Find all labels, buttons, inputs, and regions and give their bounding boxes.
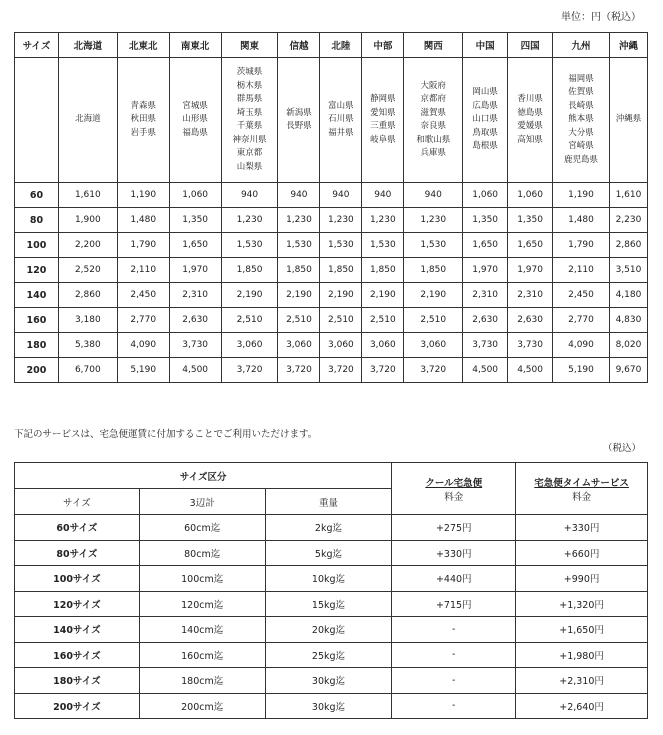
size-category-header: サイズ区分 bbox=[15, 463, 392, 489]
price-cell: 1,970 bbox=[169, 258, 221, 283]
prefecture-name: 福井県 bbox=[328, 127, 354, 138]
price-cell: 1,190 bbox=[553, 183, 610, 208]
size-column-header: サイズ bbox=[15, 33, 59, 58]
price-cell: 1,790 bbox=[117, 233, 169, 258]
price-cell: 2,450 bbox=[553, 283, 610, 308]
price-cell: 1,650 bbox=[508, 233, 553, 258]
price-cell: 1,060 bbox=[169, 183, 221, 208]
prefecture-name: 鳥取県 bbox=[472, 127, 498, 138]
price-cell: 2,510 bbox=[362, 308, 404, 333]
price-cell: 5,190 bbox=[117, 358, 169, 383]
cool-delivery-header bbox=[392, 463, 516, 515]
edge-sum-cell: 160cm迄 bbox=[139, 642, 265, 668]
price-cell: 5,190 bbox=[553, 358, 610, 383]
region-prefectures bbox=[362, 58, 404, 183]
price-cell: 2,770 bbox=[117, 308, 169, 333]
prefecture-name: 北海道 bbox=[75, 114, 101, 125]
prefecture-name: 神奈川県 bbox=[232, 134, 267, 145]
price-cell: 1,790 bbox=[553, 233, 610, 258]
price-cell: 2,190 bbox=[404, 283, 463, 308]
price-cell: 3,060 bbox=[221, 333, 278, 358]
price-cell: 2,310 bbox=[508, 283, 553, 308]
prefecture-name: 香川県 bbox=[517, 94, 543, 104]
price-cell: 3,720 bbox=[221, 358, 278, 383]
option-size-cell: 180サイズ bbox=[15, 668, 140, 694]
weight-header: 重量 bbox=[265, 489, 392, 515]
price-cell: 3,730 bbox=[463, 333, 508, 358]
time-fee-cell: +2,640円 bbox=[516, 693, 648, 719]
size-cell: 100 bbox=[15, 233, 59, 258]
prefecture-name: 熊本県 bbox=[568, 114, 594, 125]
size-cell: 80 bbox=[15, 208, 59, 233]
price-cell: 2,190 bbox=[278, 283, 320, 308]
option-size-cell: 200サイズ bbox=[15, 693, 140, 719]
region-header: 北海道 bbox=[58, 33, 117, 58]
region-header: 信越 bbox=[278, 33, 320, 58]
price-cell: 6,700 bbox=[58, 358, 117, 383]
tax-note: （税込） bbox=[602, 443, 641, 454]
option-row bbox=[15, 668, 648, 694]
option-row bbox=[15, 566, 648, 592]
price-cell: 3,060 bbox=[362, 333, 404, 358]
region-header-row bbox=[15, 33, 648, 58]
price-cell: 3,730 bbox=[508, 333, 553, 358]
prefecture-name: 和歌山県 bbox=[416, 134, 451, 145]
prefecture-name: 新潟県 bbox=[286, 107, 312, 118]
region-prefectures bbox=[609, 58, 647, 183]
unit-note: 単位：円（税込） bbox=[561, 12, 641, 23]
service-note: 下記のサービスは、宅急便運賃に付加することでご利用いただけます。 bbox=[14, 429, 318, 440]
prefecture-name: 長崎県 bbox=[568, 100, 594, 111]
region-header: 南東北 bbox=[169, 33, 221, 58]
price-cell: 4,500 bbox=[169, 358, 221, 383]
price-row bbox=[15, 283, 648, 308]
cool-fee-cell: - bbox=[392, 693, 516, 719]
prefecture-name: 長野県 bbox=[286, 121, 312, 131]
cool-fee-cell: - bbox=[392, 668, 516, 694]
price-cell: 2,110 bbox=[117, 258, 169, 283]
price-cell: 2,770 bbox=[553, 308, 610, 333]
edge-sum-cell: 120cm迄 bbox=[139, 591, 265, 617]
price-row bbox=[15, 308, 648, 333]
region-header: 北東北 bbox=[117, 33, 169, 58]
region-header: 中部 bbox=[362, 33, 404, 58]
prefecture-name: 茨城県 bbox=[236, 67, 263, 77]
prefecture-name: 福島県 bbox=[182, 127, 208, 138]
price-cell: 1,060 bbox=[463, 183, 508, 208]
prefecture-name: 岩手県 bbox=[130, 127, 156, 138]
option-row bbox=[15, 693, 648, 719]
weight-cell: 20kg迄 bbox=[265, 617, 392, 643]
region-prefectures bbox=[404, 58, 463, 183]
time-fee-cell: +330円 bbox=[516, 515, 648, 541]
cool-fee-cell: +330円 bbox=[392, 540, 516, 566]
weight-cell: 30kg迄 bbox=[265, 668, 392, 694]
size-cell: 60 bbox=[15, 183, 59, 208]
price-cell: 1,060 bbox=[508, 183, 553, 208]
prefecture-name: 島根県 bbox=[472, 141, 498, 152]
prefecture-name: 山梨県 bbox=[236, 161, 263, 172]
price-cell: 1,850 bbox=[404, 258, 463, 283]
price-cell: 1,610 bbox=[58, 183, 117, 208]
region-header: 関西 bbox=[404, 33, 463, 58]
cool-fee-cell: +440円 bbox=[392, 566, 516, 592]
region-prefectures bbox=[508, 58, 553, 183]
time-service-title: 宅急便タイムサービス bbox=[534, 477, 629, 489]
prefecture-name: 秋田県 bbox=[130, 114, 156, 125]
prefecture-name: 富山県 bbox=[328, 100, 354, 111]
price-cell: 2,510 bbox=[278, 308, 320, 333]
price-cell: 1,650 bbox=[169, 233, 221, 258]
region-header: 四国 bbox=[508, 33, 553, 58]
price-cell: 9,670 bbox=[609, 358, 647, 383]
price-cell: 2,520 bbox=[58, 258, 117, 283]
price-cell: 2,310 bbox=[169, 283, 221, 308]
edge-sum-cell: 100cm迄 bbox=[139, 566, 265, 592]
empty-cell bbox=[15, 58, 59, 183]
price-cell: 2,510 bbox=[221, 308, 278, 333]
price-row bbox=[15, 333, 648, 358]
price-cell: 5,380 bbox=[58, 333, 117, 358]
weight-cell: 25kg迄 bbox=[265, 642, 392, 668]
price-cell: 1,190 bbox=[117, 183, 169, 208]
option-service-table bbox=[14, 462, 648, 719]
price-row bbox=[15, 233, 648, 258]
prefecture-name: 三重県 bbox=[370, 121, 396, 131]
price-cell: 3,720 bbox=[278, 358, 320, 383]
region-prefectures bbox=[58, 58, 117, 183]
region-header: 北陸 bbox=[320, 33, 362, 58]
price-cell: 2,310 bbox=[463, 283, 508, 308]
region-prefectures bbox=[117, 58, 169, 183]
price-cell: 4,090 bbox=[117, 333, 169, 358]
price-cell: 2,450 bbox=[117, 283, 169, 308]
option-size-cell: 100サイズ bbox=[15, 566, 140, 592]
price-cell: 1,230 bbox=[278, 208, 320, 233]
price-cell: 2,860 bbox=[58, 283, 117, 308]
size-cell: 120 bbox=[15, 258, 59, 283]
region-header: 関東 bbox=[221, 33, 278, 58]
prefecture-name: 佐賀県 bbox=[568, 87, 594, 98]
cool-fee-cell: +275円 bbox=[392, 515, 516, 541]
price-cell: 3,060 bbox=[278, 333, 320, 358]
price-cell: 4,830 bbox=[609, 308, 647, 333]
region-prefectures bbox=[169, 58, 221, 183]
prefecture-name: 愛媛県 bbox=[517, 121, 543, 131]
prefecture-name: 埼玉県 bbox=[236, 107, 263, 118]
price-cell: 1,850 bbox=[221, 258, 278, 283]
prefecture-name: 高知県 bbox=[517, 134, 543, 145]
prefecture-name: 滋賀県 bbox=[420, 107, 446, 118]
price-row bbox=[15, 183, 648, 208]
price-cell: 940 bbox=[404, 183, 463, 208]
prefecture-name: 山口県 bbox=[472, 114, 498, 125]
price-cell: 1,850 bbox=[320, 258, 362, 283]
price-cell: 1,530 bbox=[320, 233, 362, 258]
price-cell: 2,630 bbox=[508, 308, 553, 333]
prefecture-name: 東京都 bbox=[236, 148, 263, 158]
time-service-fee-label: 料金 bbox=[572, 491, 592, 503]
option-size-cell: 60サイズ bbox=[15, 515, 140, 541]
prefecture-name: 岡山県 bbox=[472, 87, 498, 98]
edge-sum-cell: 200cm迄 bbox=[139, 693, 265, 719]
size-cell: 200 bbox=[15, 358, 59, 383]
weight-cell: 2kg迄 bbox=[265, 515, 392, 541]
time-service-header bbox=[516, 463, 648, 515]
option-size-cell: 160サイズ bbox=[15, 642, 140, 668]
price-cell: 3,060 bbox=[404, 333, 463, 358]
price-cell: 1,850 bbox=[362, 258, 404, 283]
price-cell: 1,480 bbox=[553, 208, 610, 233]
option-row bbox=[15, 591, 648, 617]
prefecture-name: 愛知県 bbox=[370, 107, 396, 118]
prefecture-name: 大阪府 bbox=[420, 80, 446, 91]
cool-delivery-fee-label: 料金 bbox=[444, 491, 464, 503]
price-cell: 1,230 bbox=[221, 208, 278, 233]
cool-fee-cell: - bbox=[392, 642, 516, 668]
price-row bbox=[15, 258, 648, 283]
option-size-cell: 140サイズ bbox=[15, 617, 140, 643]
price-cell: 1,350 bbox=[463, 208, 508, 233]
prefecture-name: 山形県 bbox=[182, 114, 208, 125]
weight-cell: 30kg迄 bbox=[265, 693, 392, 719]
prefecture-name: 千葉県 bbox=[236, 121, 263, 131]
price-cell: 1,350 bbox=[169, 208, 221, 233]
option-size-cell: 120サイズ bbox=[15, 591, 140, 617]
cool-delivery-title: クール宅急便 bbox=[425, 477, 483, 489]
cool-fee-cell: - bbox=[392, 617, 516, 643]
weight-cell: 15kg迄 bbox=[265, 591, 392, 617]
price-cell: 2,190 bbox=[221, 283, 278, 308]
edge-sum-cell: 140cm迄 bbox=[139, 617, 265, 643]
price-cell: 1,970 bbox=[463, 258, 508, 283]
prefecture-name: 福岡県 bbox=[568, 73, 594, 84]
price-cell: 3,730 bbox=[169, 333, 221, 358]
time-fee-cell: +990円 bbox=[516, 566, 648, 592]
prefecture-name: 大分県 bbox=[568, 127, 594, 138]
price-cell: 1,610 bbox=[609, 183, 647, 208]
price-cell: 3,510 bbox=[609, 258, 647, 283]
region-prefectures bbox=[320, 58, 362, 183]
prefecture-name: 宮崎県 bbox=[568, 141, 594, 152]
price-cell: 1,530 bbox=[278, 233, 320, 258]
price-cell: 1,530 bbox=[362, 233, 404, 258]
prefecture-name: 石川県 bbox=[328, 114, 354, 125]
prefecture-name: 鹿児島県 bbox=[563, 154, 598, 165]
time-fee-cell: +660円 bbox=[516, 540, 648, 566]
price-cell: 2,200 bbox=[58, 233, 117, 258]
edge-sum-header: 3辺計 bbox=[139, 489, 265, 515]
prefecture-row bbox=[15, 58, 648, 183]
edge-sum-cell: 60cm迄 bbox=[139, 515, 265, 541]
option-row bbox=[15, 642, 648, 668]
price-cell: 940 bbox=[362, 183, 404, 208]
price-cell: 4,180 bbox=[609, 283, 647, 308]
price-cell: 8,020 bbox=[609, 333, 647, 358]
prefecture-name: 栃木県 bbox=[236, 80, 263, 91]
prefecture-name: 奈良県 bbox=[420, 121, 446, 131]
price-cell: 2,630 bbox=[463, 308, 508, 333]
region-prefectures bbox=[221, 58, 278, 183]
prefecture-name: 岐阜県 bbox=[370, 134, 396, 145]
prefecture-name: 宮城県 bbox=[182, 100, 208, 111]
option-row bbox=[15, 617, 648, 643]
price-cell: 1,530 bbox=[404, 233, 463, 258]
price-cell: 1,230 bbox=[320, 208, 362, 233]
prefecture-name: 兵庫県 bbox=[420, 148, 446, 158]
prefecture-name: 静岡県 bbox=[370, 94, 396, 104]
prefecture-name: 徳島県 bbox=[517, 107, 543, 118]
weight-cell: 5kg迄 bbox=[265, 540, 392, 566]
price-cell: 940 bbox=[320, 183, 362, 208]
price-cell: 1,530 bbox=[221, 233, 278, 258]
region-header: 九州 bbox=[553, 33, 610, 58]
price-cell: 3,720 bbox=[404, 358, 463, 383]
prefecture-name: 京都府 bbox=[420, 94, 446, 104]
time-fee-cell: +1,650円 bbox=[516, 617, 648, 643]
price-cell: 2,630 bbox=[169, 308, 221, 333]
size-cell: 160 bbox=[15, 308, 59, 333]
prefecture-name: 青森県 bbox=[130, 100, 156, 111]
price-cell: 1,850 bbox=[278, 258, 320, 283]
time-fee-cell: +1,320円 bbox=[516, 591, 648, 617]
region-prefectures bbox=[463, 58, 508, 183]
prefecture-name: 沖縄県 bbox=[615, 114, 642, 125]
price-row bbox=[15, 358, 648, 383]
price-cell: 1,350 bbox=[508, 208, 553, 233]
prefecture-name: 群馬県 bbox=[236, 94, 263, 104]
price-cell: 1,230 bbox=[404, 208, 463, 233]
option-row bbox=[15, 515, 648, 541]
price-cell: 2,190 bbox=[320, 283, 362, 308]
size-cell: 180 bbox=[15, 333, 59, 358]
price-cell: 3,060 bbox=[320, 333, 362, 358]
time-fee-cell: +2,310円 bbox=[516, 668, 648, 694]
prefecture-name: 広島県 bbox=[472, 100, 498, 111]
price-cell: 1,230 bbox=[362, 208, 404, 233]
price-cell: 4,090 bbox=[553, 333, 610, 358]
price-cell: 940 bbox=[221, 183, 278, 208]
weight-cell: 10kg迄 bbox=[265, 566, 392, 592]
price-row bbox=[15, 208, 648, 233]
price-cell: 2,230 bbox=[609, 208, 647, 233]
price-cell: 2,190 bbox=[362, 283, 404, 308]
price-cell: 3,180 bbox=[58, 308, 117, 333]
region-header: 沖縄 bbox=[609, 33, 647, 58]
price-cell: 3,720 bbox=[320, 358, 362, 383]
price-cell: 1,900 bbox=[58, 208, 117, 233]
price-cell: 2,510 bbox=[404, 308, 463, 333]
price-cell: 4,500 bbox=[508, 358, 553, 383]
price-cell: 1,970 bbox=[508, 258, 553, 283]
price-cell: 2,110 bbox=[553, 258, 610, 283]
price-cell: 3,720 bbox=[362, 358, 404, 383]
option-size-cell: 80サイズ bbox=[15, 540, 140, 566]
size-cell: 140 bbox=[15, 283, 59, 308]
region-prefectures bbox=[553, 58, 610, 183]
price-cell: 2,510 bbox=[320, 308, 362, 333]
shipping-rate-table bbox=[14, 32, 648, 383]
option-row bbox=[15, 540, 648, 566]
price-cell: 1,650 bbox=[463, 233, 508, 258]
edge-sum-cell: 80cm迄 bbox=[139, 540, 265, 566]
price-cell: 2,860 bbox=[609, 233, 647, 258]
price-cell: 4,500 bbox=[463, 358, 508, 383]
region-header: 中国 bbox=[463, 33, 508, 58]
edge-sum-cell: 180cm迄 bbox=[139, 668, 265, 694]
price-cell: 1,480 bbox=[117, 208, 169, 233]
size-header: サイズ bbox=[15, 489, 140, 515]
region-prefectures bbox=[278, 58, 320, 183]
cool-fee-cell: +715円 bbox=[392, 591, 516, 617]
time-fee-cell: +1,980円 bbox=[516, 642, 648, 668]
price-cell: 940 bbox=[278, 183, 320, 208]
